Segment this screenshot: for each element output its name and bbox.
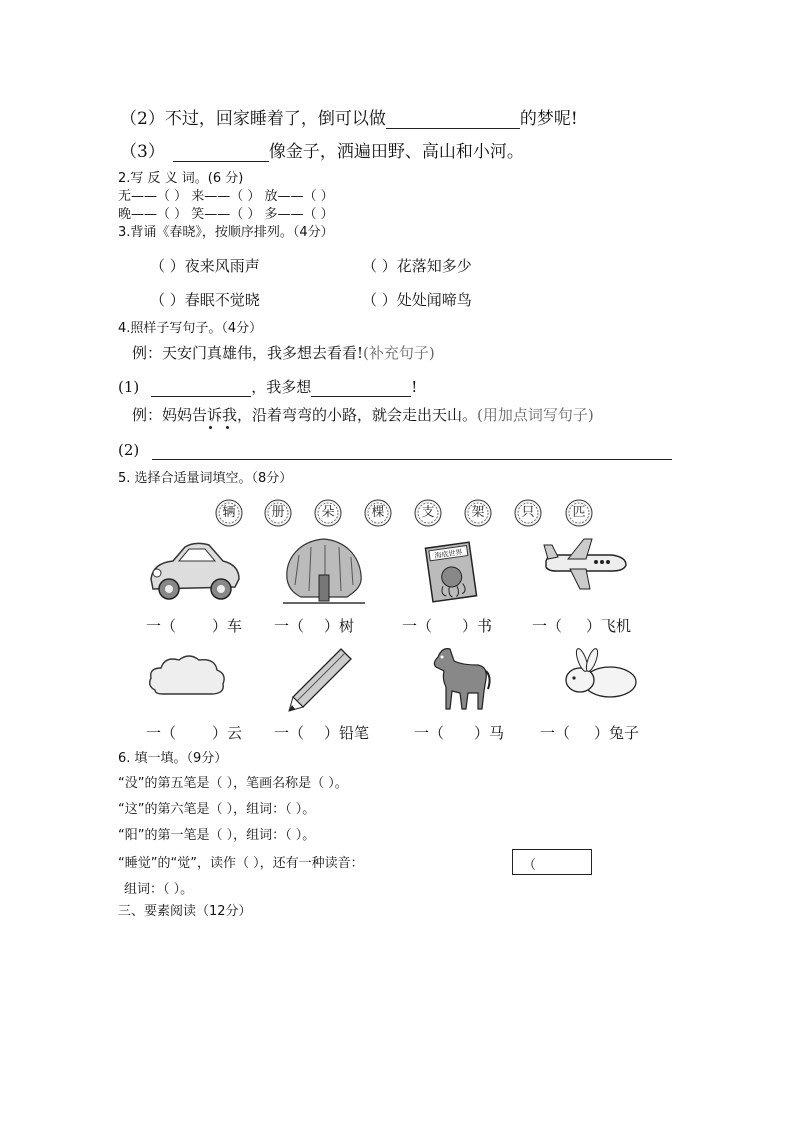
q6-line-3[interactable]: “阳”的第一笔是（ ），组词：（ ）。 [118, 828, 316, 843]
row1-label-car[interactable]: 一（ ）车 [146, 617, 243, 635]
q2-row-2[interactable]: 晚——（ ） 笑——（ ） 多——（ ） [118, 207, 334, 222]
q2-title: 2.写 反 义 词。(6 分) [118, 171, 244, 186]
measure-word-badge[interactable]: 支 [413, 498, 443, 528]
emphasis-dot [226, 426, 229, 429]
q3-item-1[interactable]: （ ）夜来风雨声 [150, 257, 260, 275]
q6-line-4[interactable]: “睡觉”的“觉”，读作（ ），还有一种读音： [118, 856, 364, 871]
q5-title: 5. 选择合适量词填空。（8分） [118, 471, 293, 486]
q3-title: 3.背诵《春晓》，按顺序排列。（4分） [118, 225, 334, 240]
q3-item-3[interactable]: （ ）春眠不觉晓 [150, 291, 260, 309]
row2-label-pencil[interactable]: 一（ ）铅笔 [274, 724, 370, 742]
row1-label-tree[interactable]: 一（ ）树 [274, 617, 355, 635]
q2-row-1[interactable]: 无——（ ） 来——（ ） 放——（ ） [118, 189, 334, 204]
sentence-2 [120, 104, 578, 129]
answer-line[interactable] [152, 459, 672, 460]
pencil-icon [285, 645, 355, 715]
measure-word-badge[interactable]: 匹 [564, 498, 594, 528]
line-1-mid: ，我多想 [251, 378, 312, 396]
row2-label-horse[interactable]: 一（ ）马 [414, 724, 505, 742]
row2-label-cloud[interactable]: 一（ ）云 [146, 724, 243, 742]
car-icon [143, 535, 243, 605]
sentence-3 [120, 137, 524, 162]
q4-example-2 [132, 404, 594, 425]
line-1-end: ! [411, 378, 418, 396]
answer-blank[interactable] [151, 378, 251, 397]
row2-label-rabbit[interactable]: 一（ ）兔子 [540, 724, 640, 742]
q4-line-1 [118, 376, 417, 397]
q4-line-2-number: (2) [118, 441, 140, 459]
measure-word-badge[interactable]: 朵 [313, 498, 343, 528]
example-1-note: (补充句子) [363, 344, 435, 362]
example-1-text: 例：天安门真雄伟，我多想去看看! [132, 344, 364, 362]
section-3-title: 三、要素阅读（12分） [118, 904, 252, 919]
book-cover-title: 海底世界 [434, 548, 463, 561]
q6-title: 6. 填一填。（9分） [118, 751, 228, 766]
emphasis-dot [209, 426, 212, 429]
q4-example-1 [132, 342, 435, 363]
measure-word-badge[interactable]: 棵 [363, 498, 393, 528]
airplane-icon [540, 537, 630, 593]
answer-blank[interactable] [311, 378, 411, 397]
measure-word-badge[interactable]: 辆 [214, 498, 244, 528]
cloud-icon [145, 650, 229, 700]
example-2-text: 例：妈妈告诉我，沿着弯弯的小路，就会走出天山。 [132, 406, 478, 424]
pronunciation-box[interactable] [512, 849, 592, 875]
q3-item-4[interactable]: （ ）处处闻啼鸟 [362, 291, 472, 309]
q6-line-5[interactable]: 组词：（ ）。 [124, 882, 194, 897]
book-icon [423, 541, 479, 603]
rabbit-icon [560, 648, 640, 700]
row1-label-book[interactable]: 一（ ）书 [402, 617, 493, 635]
measure-word-badge[interactable]: 只 [513, 498, 543, 528]
q6-line-1[interactable]: “没”的第五笔是（ ），笔画名称是（ ）。 [118, 776, 348, 791]
example-2-note: (用加点词写句子) [477, 406, 594, 424]
q4-title: 4.照样子写句子。（4分） [118, 321, 263, 336]
sentence-2-prefix: （2）不过，回家睡着了，倒可以做 [120, 109, 386, 129]
measure-word-badge[interactable]: 架 [463, 498, 493, 528]
horse-icon [428, 643, 492, 713]
sentence-3-prefix: （3） [120, 142, 165, 162]
row1-label-airplane[interactable]: 一（ ）飞机 [532, 617, 632, 635]
pronunciation-box-text: （ [523, 858, 537, 873]
answer-blank[interactable] [386, 110, 520, 129]
answer-blank[interactable] [173, 143, 269, 162]
line-1-number: (1) [118, 378, 140, 396]
tree-icon [279, 535, 369, 607]
q3-item-2[interactable]: （ ）花落知多少 [362, 257, 472, 275]
measure-word-badge[interactable]: 册 [263, 498, 293, 528]
sentence-3-suffix: 像金子，洒遍田野、高山和小河。 [268, 142, 524, 162]
sentence-2-suffix: 的梦呢! [519, 109, 578, 129]
q6-line-2[interactable]: “这”的第六笔是（ ），组词：（ ）。 [118, 802, 316, 817]
